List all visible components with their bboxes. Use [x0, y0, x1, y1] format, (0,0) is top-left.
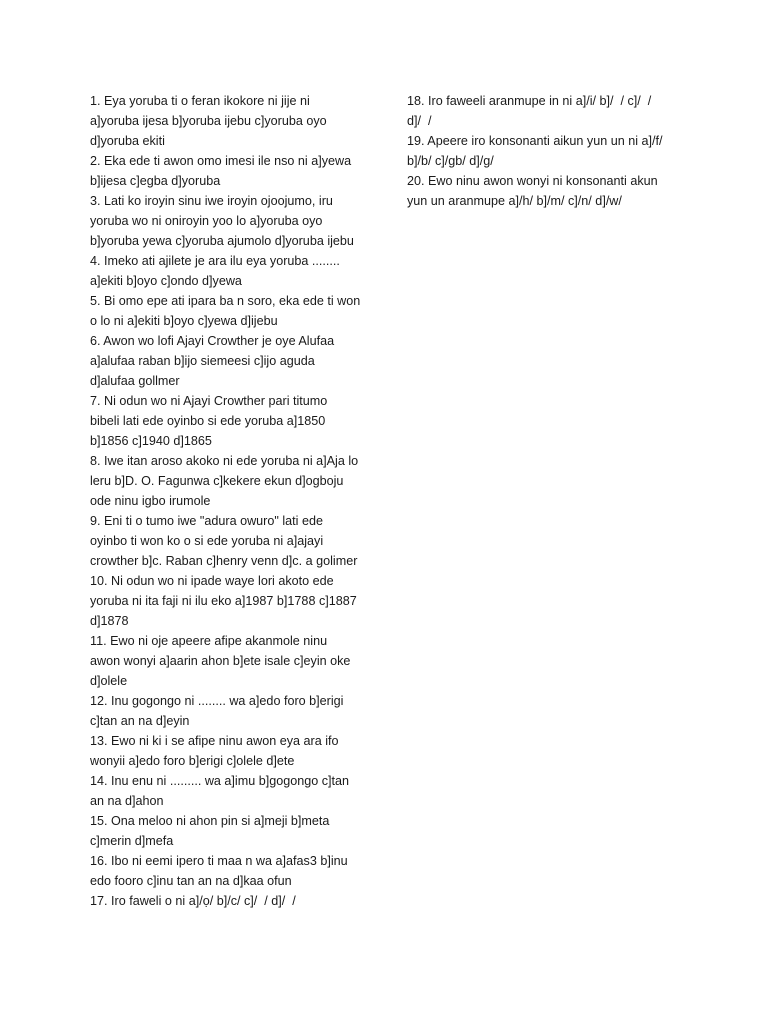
text-line: a]yoruba ijesa b]yoruba ijebu c]yoruba oyo — [90, 114, 327, 128]
text-line: 12. Inu gogongo ni ........ wa a]edo foro b]erigi — [90, 694, 344, 708]
text-line: 3. Lati ko iroyin sinu iwe iroyin ojoojumo, iru — [90, 194, 333, 208]
text-line: b]1856 c]1940 d]1865 — [90, 434, 212, 448]
text-line: 7. Ni odun wo ni Ajayi Crowther pari titumo — [90, 394, 328, 408]
text-line: 19. Apeere iro konsonanti aikun yun un ni a]/f/ — [407, 134, 663, 148]
text-line: yoruba wo ni oniroyin yoo lo a]yoruba oyo — [90, 214, 323, 228]
text-line: 13. Ewo ni ki i se afipe ninu awon eya ara ifo — [90, 734, 339, 748]
text-line: yoruba ni ita faji ni ilu eko a]1987 b]1788 c]1887 — [90, 594, 357, 608]
text-line: 6. Awon wo lofi Ajayi Crowther je oye Alufaa — [90, 334, 335, 348]
left-column — [90, 91, 372, 911]
text-line: 17. Iro faweli o ni a]/ọ/ b]/c/ c]/ / d]/ / — [90, 894, 296, 908]
text-line: an na d]ahon — [90, 794, 164, 808]
text-line: b]ijesa c]egba d]yoruba — [90, 174, 221, 188]
text-line: 14. Inu enu ni ......... wa a]imu b]gogongo c]tan — [90, 774, 350, 788]
text-line: 16. Ibo ni eemi ipero ti maa n wa a]afas3 b]inu — [90, 854, 348, 868]
text-line: d]olele — [90, 674, 128, 688]
text-line: o lo ni a]ekiti b]oyo c]yewa d]ijebu — [90, 314, 278, 328]
text-line: d]alufaa gollmer — [90, 374, 180, 388]
text-line: a]ekiti b]oyo c]ondo d]yewa — [90, 274, 242, 288]
text-line: leru b]D. O. Fagunwa c]kekere ekun d]ogboju — [90, 474, 344, 488]
text-line: 4. Imeko ati ajilete je ara ilu eya yoruba ........ — [90, 254, 340, 268]
text-line: bibeli lati ede oyinbo si ede yoruba a]1850 — [90, 414, 326, 428]
text-line: oyinbo ti won ko o si ede yoruba ni a]ajayi — [90, 534, 324, 548]
text-line: 8. Iwe itan aroso akoko ni ede yoruba ni a]Aja lo — [90, 454, 359, 468]
text-line: b]/b/ c]/gb/ d]/g/ — [407, 154, 494, 168]
text-line: wonyii a]edo foro b]erigi c]olele d]ete — [90, 754, 295, 768]
text-line: crowther b]c. Raban c]henry venn d]c. a golimer — [90, 554, 358, 568]
text-line: yun un aranmupe a]/h/ b]/m/ c]/n/ d]/w/ — [407, 194, 622, 208]
text-line: ode ninu igbo irumole — [90, 494, 211, 508]
text-line: awon wonyi a]aarin ahon b]ete isale c]eyin oke — [90, 654, 351, 668]
text-line: edo fooro c]inu tan an na d]kaa ofun — [90, 874, 292, 888]
text-line: 18. Iro faweeli aranmupe in ni a]/i/ b]/ / c]/ / — [407, 94, 652, 108]
text-line: 15. Ona meloo ni ahon pin si a]meji b]meta — [90, 814, 330, 828]
text-line: 11. Ewo ni oje apeere afipe akanmole ninu — [90, 634, 328, 648]
text-line: d]yoruba ekiti — [90, 134, 165, 148]
text-line: 1. Eya yoruba ti o feran ikokore ni jije ni — [90, 94, 310, 108]
text-line: 5. Bi omo epe ati ipara ba n soro, eka ede ti won — [90, 294, 361, 308]
text-line: 10. Ni odun wo ni ipade waye lori akoto ede — [90, 574, 334, 588]
text-line: 9. Eni ti o tumo iwe "adura owuro" lati ede — [90, 514, 323, 528]
text-line: b]yoruba yewa c]yoruba ajumolo d]yoruba ijebu — [90, 234, 354, 248]
text-line: d]1878 — [90, 614, 129, 628]
text-line: d]/ / — [407, 114, 432, 128]
text-line: a]alufaa raban b]ijo siemeesi c]ijo aguda — [90, 354, 315, 368]
text-line: c]tan an na d]eyin — [90, 714, 190, 728]
right-column — [407, 91, 689, 211]
text-line: 20. Ewo ninu awon wonyi ni konsonanti akun — [407, 174, 658, 188]
text-line: c]merin d]mefa — [90, 834, 174, 848]
text-line: 2. Eka ede ti awon omo imesi ile nso ni a]yewa — [90, 154, 352, 168]
